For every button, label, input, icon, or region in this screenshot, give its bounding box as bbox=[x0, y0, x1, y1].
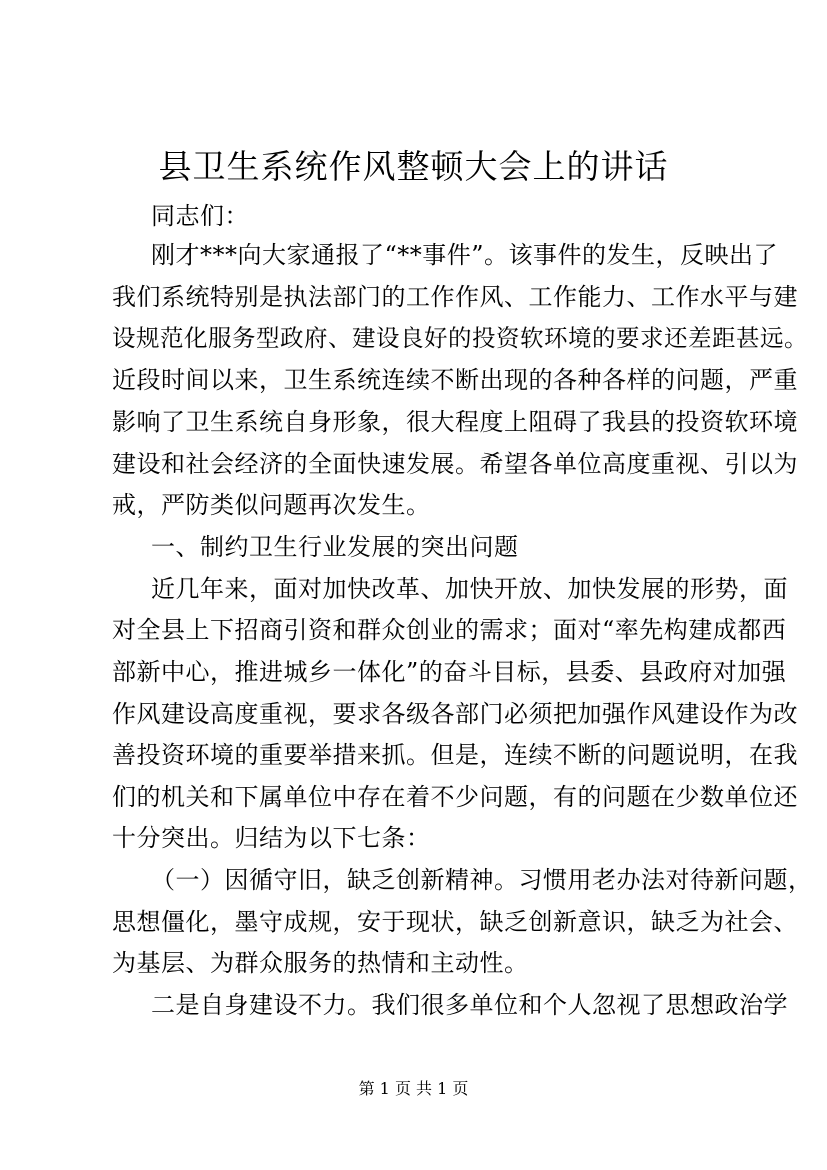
body-line: 刚才***向大家通报了“**事件”。该事件的发生，反映出了 bbox=[151, 241, 779, 269]
salutation-line: 同志们： bbox=[151, 202, 249, 230]
body-line: 近几年来，面对加快改革、加快开放、加快发展的形势，面 bbox=[151, 575, 788, 603]
body-line: 善投资环境的重要举措来抓。但是，连续不断的问题说明，在我 bbox=[112, 741, 798, 769]
body-line: （一）因循守旧，缺乏创新精神。习惯用老办法对待新问题， bbox=[151, 866, 813, 894]
body-line: 为基层、为群众服务的热情和主动性。 bbox=[112, 949, 529, 977]
body-line: 对全县上下招商引资和群众创业的需求；面对“率先构建成都西 bbox=[112, 616, 787, 644]
body-line: 我们系统特别是执法部门的工作作风、工作能力、工作水平与建 bbox=[112, 283, 798, 311]
body-line: 二是自身建设不力。我们很多单位和个人忽视了思想政治学 bbox=[151, 991, 788, 1019]
section-heading: 一、制约卫生行业发展的突出问题 bbox=[151, 533, 519, 561]
body-line: 思想僵化，墨守成规，安于现状，缺乏创新意识，缺乏为社会、 bbox=[112, 908, 798, 936]
body-line: 十分突出。归结为以下七条： bbox=[112, 824, 431, 852]
body-line: 影响了卫生系统自身形象，很大程度上阻碍了我县的投资软环境 bbox=[112, 408, 798, 436]
document-title: 县卫生系统作风整顿大会上的讲话 bbox=[158, 147, 669, 186]
body-line: 近段时间以来，卫生系统连续不断出现的各种各样的问题，严重 bbox=[112, 366, 798, 394]
body-line: 部新中心，推进城乡一体化”的奋斗目标，县委、县政府对加强 bbox=[112, 658, 787, 686]
body-line: 作风建设高度重视，要求各级各部门必须把加强作风建设作为改 bbox=[112, 700, 798, 728]
body-line: 设规范化服务型政府、建设良好的投资软环境的要求还差距甚远。 bbox=[112, 324, 808, 352]
page-number-footer: 第 1 页 共 1 页 bbox=[358, 1079, 469, 1098]
body-line: 们的机关和下属单位中存在着不少问题，有的问题在少数单位还 bbox=[112, 783, 798, 811]
body-line: 建设和社会经济的全面快速发展。希望各单位高度重视、引以为 bbox=[112, 450, 798, 478]
body-line: 戒，严防类似问题再次发生。 bbox=[112, 491, 431, 519]
